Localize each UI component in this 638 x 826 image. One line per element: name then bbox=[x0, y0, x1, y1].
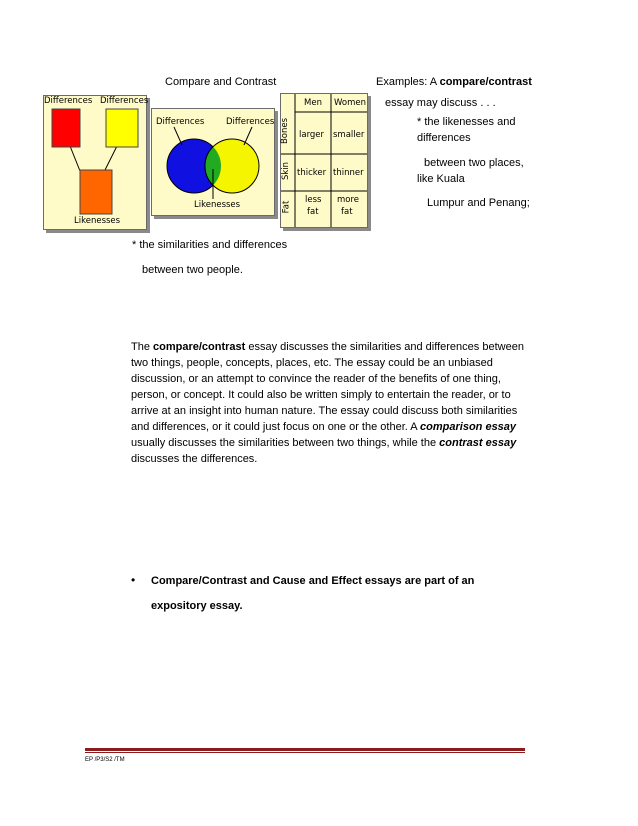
para-line-8: discusses the differences. bbox=[131, 453, 258, 465]
example-item1-line5: Lumpur and Penang; bbox=[427, 197, 530, 209]
para-line-7: usually discusses the similarities between two things, while the contrast essay bbox=[131, 437, 517, 449]
example-item1-line4: like Kuala bbox=[417, 173, 465, 185]
diagram2-label-right: Differences bbox=[226, 117, 275, 127]
footer-text: EP /P3/S2 /TM bbox=[85, 757, 125, 763]
page-heading: Compare and Contrast bbox=[165, 76, 277, 88]
footer-rule-thin bbox=[85, 752, 525, 753]
essay-discuss-text: essay may discuss . . . bbox=[385, 97, 496, 109]
diagram-comparison-table bbox=[280, 93, 368, 228]
footer-rule-thick bbox=[85, 748, 525, 751]
table-row-label-skin: Skin bbox=[281, 161, 292, 181]
table-cell-skin-men: thicker bbox=[297, 168, 327, 178]
table-header-men: Men bbox=[304, 98, 322, 108]
differences-box-left bbox=[52, 109, 80, 147]
example-item1-line3: between two places, bbox=[424, 157, 524, 169]
para-line-2: two things, people, concepts, places, etc. The essay could be an unbiased bbox=[131, 357, 493, 369]
table-row-label-fat: Fat bbox=[281, 200, 292, 214]
table-cell-fat-men-2: fat bbox=[307, 207, 319, 217]
diagram-boxes-svg bbox=[44, 96, 149, 229]
venn-pointer-left bbox=[174, 127, 182, 145]
para-line-1: The compare/contrast essay discusses the similarities and differences between bbox=[131, 341, 524, 353]
diagram-boxes bbox=[43, 95, 147, 230]
example-item1-line2: differences bbox=[417, 132, 471, 144]
diagram2-label-left: Differences bbox=[156, 117, 205, 127]
differences-box-right bbox=[106, 109, 138, 147]
bullet-line-1: Compare/Contrast and Cause and Effect essays are part of an bbox=[151, 575, 475, 587]
diagram1-label-right: Differences bbox=[100, 96, 149, 106]
main-paragraph bbox=[131, 339, 551, 467]
diagram1-label-left: Differences bbox=[44, 96, 93, 106]
example-item2-line1: * the similarities and differences bbox=[132, 239, 288, 251]
para-line-3: discussion, or an attempt to convince the reader of the benefits of one thing, bbox=[131, 373, 501, 385]
table-cell-fat-women-2: fat bbox=[341, 207, 353, 217]
bullet-symbol: • bbox=[131, 573, 136, 587]
table-cell-skin-women: thinner bbox=[333, 168, 364, 178]
examples-heading: Examples: A compare/contrast bbox=[376, 76, 532, 88]
table-row-label-bones: Bones bbox=[280, 117, 291, 145]
diagram-venn bbox=[151, 108, 275, 216]
table-cell-bones-women: smaller bbox=[333, 130, 365, 140]
likenesses-box bbox=[80, 170, 112, 214]
table-header-women: Women bbox=[334, 98, 367, 108]
table-cell-fat-men-1: less bbox=[305, 195, 322, 205]
para-line-4: person, or concept. It could also be written simply to entertain the reader, or to bbox=[131, 389, 511, 401]
diagram1-label-bottom: Likenesses bbox=[74, 216, 121, 226]
para-line-5: arrive at an insight into human nature. The essay could discuss both similarities bbox=[131, 405, 518, 417]
diagram2-label-bottom: Likenesses bbox=[194, 200, 241, 210]
table-cell-bones-men: larger bbox=[299, 130, 325, 140]
para-line-6: and differences, or it could just focus on one or the other. A comparison essay bbox=[131, 421, 517, 433]
venn-pointer-right bbox=[244, 127, 252, 145]
bullet-line-2: expository essay. bbox=[151, 600, 243, 612]
diagram-table-svg bbox=[281, 94, 367, 227]
example-item1-line1: * the likenesses and bbox=[417, 116, 516, 128]
example-item2-line2: between two people. bbox=[142, 264, 243, 276]
table-cell-fat-women-1: more bbox=[337, 195, 360, 205]
